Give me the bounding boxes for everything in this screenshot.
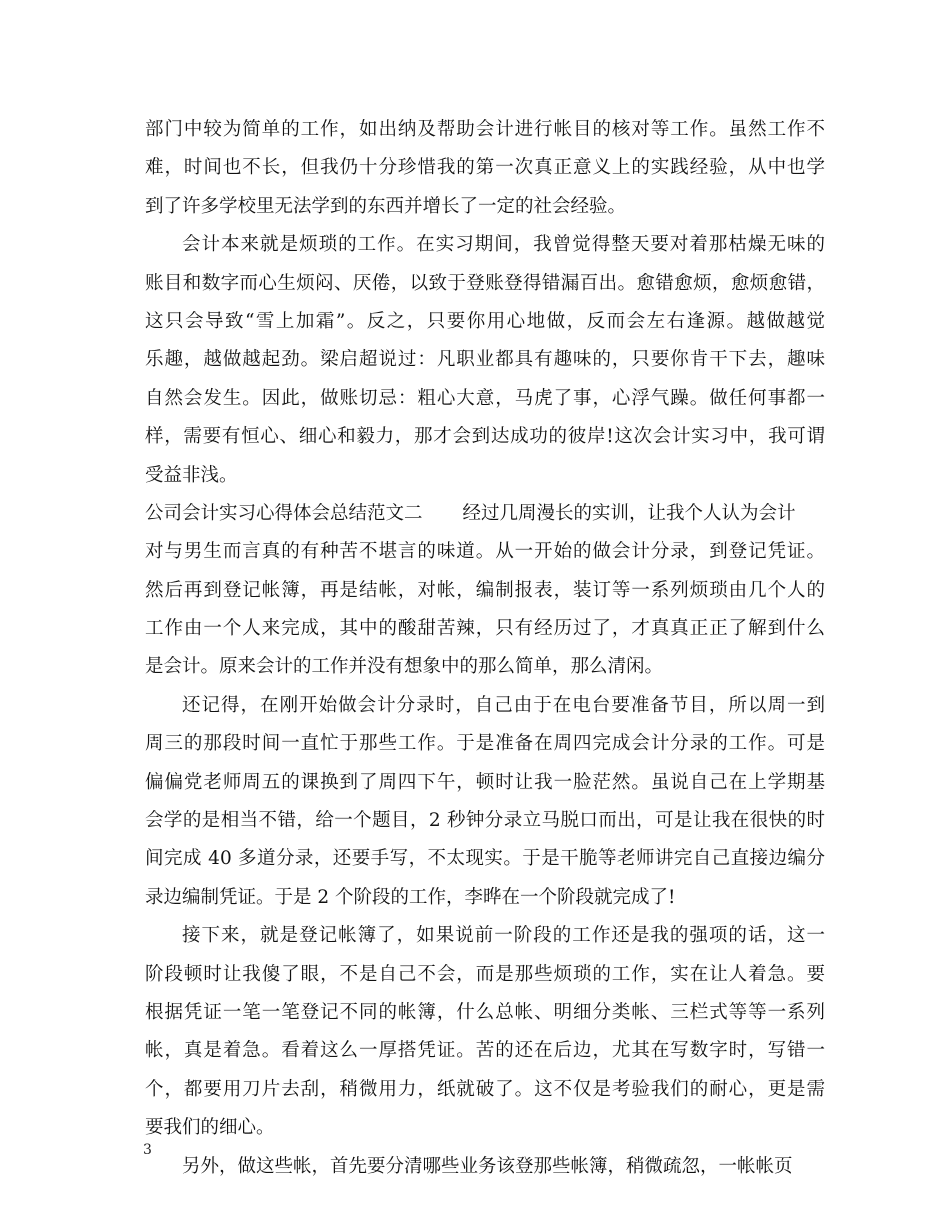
text-line: 接下来，就是登记帐簿了，如果说前一阶段的工作还是我的强项的话，这一 [182, 925, 825, 947]
page-number: 3 [143, 1142, 152, 1158]
text-line: 会计本来就是烦琐的工作。在实习期间，我曾觉得整天要对着那枯燥无味的 [182, 234, 825, 256]
text-line: 然后再到登记帐簿，再是结帐，对帐，编制报表，装订等一系列烦琐由几个人的 [145, 579, 825, 601]
text-line: 受益非浅。 [145, 464, 238, 486]
text-line: 难，时间也不长，但我仍十分珍惜我的第一次真正意义上的实践经验，从中也学 [145, 157, 825, 179]
text-line: 样，需要有恒心、细心和毅力，那才会到达成功的彼岸!这次会计实习中，我可谓 [145, 426, 825, 448]
text-line: 账目和数字而心生烦闷、厌倦，以致于登账登得错漏百出。愈错愈烦，愈烦愈错， [145, 272, 825, 294]
document-body [145, 111, 825, 1186]
text-line: 是会计。原来会计的工作并没有想象中的那么简单，那么清闲。 [145, 656, 664, 678]
text-line: 帐，真是着急。看着这么一厚搭凭证。苦的还在后边，尤其在写数字时，写错一 [145, 1040, 825, 1062]
text-line: 阶段顿时让我傻了眼，不是自己不会，而是那些烦琐的工作，实在让人着急。要 [145, 963, 825, 985]
text-line: 要我们的细心。 [145, 1117, 275, 1139]
text-line: 自然会发生。因此，做账切忌：粗心大意，马虎了事，心浮气躁。做任何事都一 [145, 387, 825, 409]
text-line: 偏偏党老师周五的课换到了周四下午，顿时让我一脸茫然。虽说自己在上学期基 [145, 771, 825, 793]
text-line: 经过几周漫长的实训，让我个人认为会计 [462, 502, 796, 524]
text-line: 个，都要用刀片去刮，稍微用力，纸就破了。这不仅是考验我们的耐心，更是需 [145, 1078, 825, 1100]
text-line: 另外，做这些帐，首先要分清哪些业务该登那些帐簿，稍微疏忽，一帐帐页 [182, 1155, 793, 1177]
text-line: 到了许多学校里无法学到的东西并增长了一定的社会经验。 [145, 195, 627, 217]
text-line: 对与男生而言真的有种苦不堪言的味道。从一开始的做会计分录，到登记凭证。 [145, 541, 825, 563]
section-heading-line [145, 495, 825, 533]
text-line: 乐趣，越做越起劲。梁启超说过：凡职业都具有趣味的，只要你肯干下去，趣味 [145, 349, 825, 371]
text-line: 间完成 40 多道分录，还要手写，不太现实。于是干脆等老师讲完自己直接边编分 [145, 848, 825, 870]
text-line: 还记得，在刚开始做会计分录时，自己由于在电台要准备节目，所以周一到 [182, 694, 825, 716]
text-line: 周三的那段时间一直忙于那些工作。于是准备在周四完成会计分录的工作。可是 [145, 733, 825, 755]
text-line: 工作由一个人来完成，其中的酸甜苦辣，只有经历过了，才真真正正了解到什么 [145, 618, 825, 640]
text-line: 这只会导致“雪上加霜”。反之，只要你用心地做，反而会左右逢源。越做越觉 [145, 310, 825, 332]
text-line: 根据凭证一笔一笔登记不同的帐簿，什么总帐、明细分类帐、三栏式等等一系列 [145, 1001, 825, 1023]
text-line: 会学的是相当不错，给一个题目，2 秒钟分录立马脱口而出，可是让我在很快的时 [145, 810, 825, 832]
section-heading: 公司会计实习心得体会总结范文二 [145, 502, 423, 524]
text-line: 部门中较为简单的工作，如出纳及帮助会计进行帐目的核对等工作。虽然工作不 [145, 119, 825, 140]
text-line: 录边编制凭证。于是 2 个阶段的工作，李晔在一个阶段就完成了! [145, 886, 676, 908]
